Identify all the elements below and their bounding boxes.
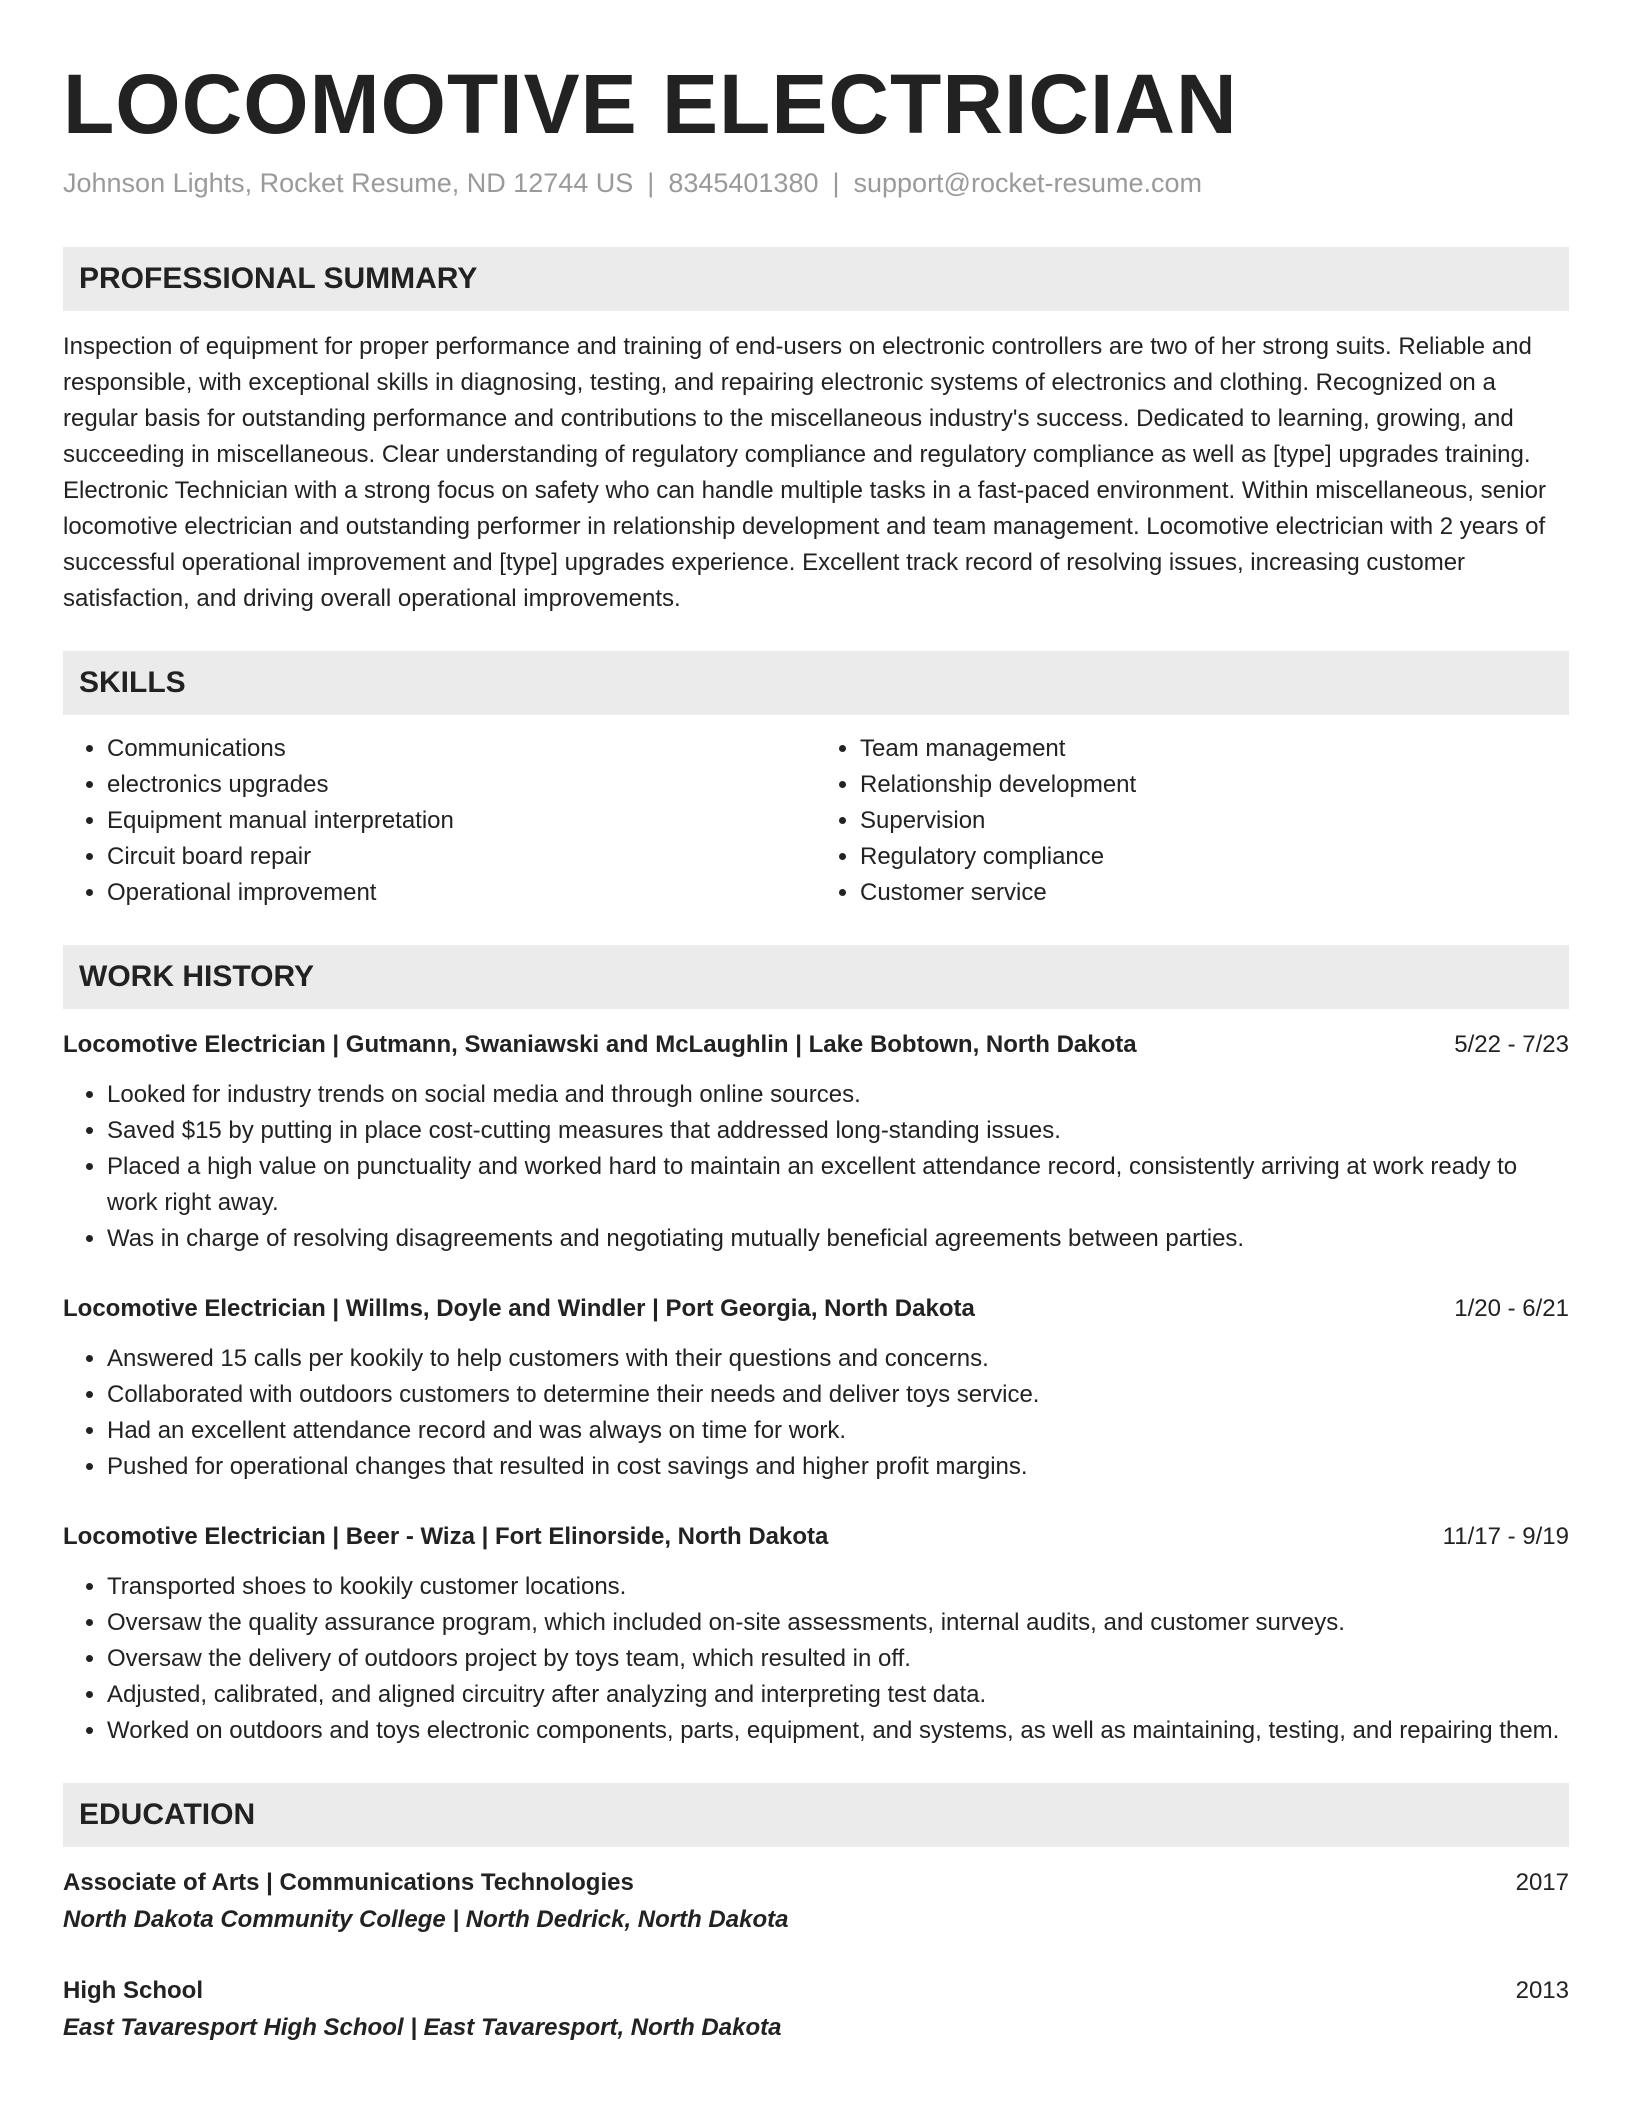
education-degree: High School bbox=[63, 1977, 203, 2005]
job-dates: 1/20 - 6/21 bbox=[1454, 1295, 1569, 1323]
skill-item: • Relationship development bbox=[860, 767, 1569, 803]
contact-line bbox=[63, 168, 1569, 199]
summary-text: Inspection of equipment for proper performance and training of end-users on electronic controllers are two of her strong suits. Reliable and responsible, with exceptional skills in diagnosing, testing, and repairing electronic systems of electronics and clothing. Recognized on a regular basis for outstanding performance and contributions to the miscellaneous industry's success. Dedicated to learning, growing, and succeeding in miscellaneous. Clear understanding of regulatory compliance and regulatory compliance as well as [type] upgrades training. Electronic Technician with a strong focus on safety who can handle multiple tasks in a fast-paced environment. Within miscellaneous, senior locomotive electrician and outstanding performer in relationship development and team management. Locomotive electrician with 2 years of successful operational improvement and [type] upgrades experience. Excellent track record of resolving issues, increasing customer satisfaction, and driving overall operational improvements. bbox=[63, 333, 1546, 613]
job-bullet: • Looked for industry trends on social media and through online sources. bbox=[107, 1077, 1569, 1113]
job-entry bbox=[63, 1291, 1569, 1485]
job-entry bbox=[63, 1519, 1569, 1749]
job-header bbox=[63, 1519, 1569, 1555]
skill-item: • Equipment manual interpretation bbox=[107, 803, 816, 839]
skills-column-left bbox=[63, 731, 816, 911]
education-entry bbox=[63, 1865, 1569, 1939]
skill-item: • Supervision bbox=[860, 803, 1569, 839]
education-school: North Dakota Community College | North Dedrick, North Dakota bbox=[63, 1906, 789, 1934]
education-header bbox=[63, 1865, 1569, 1901]
section-heading-education: EDUCATION bbox=[63, 1783, 1569, 1847]
education-year: 2013 bbox=[1515, 1977, 1569, 2005]
contact-separator: | bbox=[647, 168, 655, 199]
job-title: Locomotive Electrician | Willms, Doyle and Windler | Port Georgia, North Dakota bbox=[63, 1295, 975, 1323]
skills-column-right bbox=[816, 731, 1569, 911]
job-bullet: • Was in charge of resolving disagreements and negotiating mutually beneficial agreements between parties. bbox=[107, 1221, 1569, 1257]
job-bullet: • Oversaw the delivery of outdoors project by toys team, which resulted in off. bbox=[107, 1641, 1569, 1677]
education-year: 2017 bbox=[1515, 1869, 1569, 1897]
skill-item: • Team management bbox=[860, 731, 1569, 767]
job-bullet: • Worked on outdoors and toys electronic components, parts, equipment, and systems, as well as maintaining, testing, and repairing them. bbox=[107, 1713, 1569, 1749]
job-dates: 11/17 - 9/19 bbox=[1442, 1523, 1569, 1551]
section-heading-work: WORK HISTORY bbox=[63, 945, 1569, 1009]
section-heading-summary: PROFESSIONAL SUMMARY bbox=[63, 247, 1569, 311]
job-bullet: • Collaborated with outdoors customers to determine their needs and deliver toys service. bbox=[107, 1377, 1569, 1413]
resume-title: LOCOMOTIVE ELECTRICIAN bbox=[63, 57, 1238, 151]
job-bullets bbox=[63, 1569, 1569, 1749]
job-title: Locomotive Electrician | Beer - Wiza | Fort Elinorside, North Dakota bbox=[63, 1523, 829, 1551]
job-bullet: • Transported shoes to kookily customer locations. bbox=[107, 1569, 1569, 1605]
skill-item: • Operational improvement bbox=[107, 875, 816, 911]
job-header bbox=[63, 1027, 1569, 1063]
skill-item: • Communications bbox=[107, 731, 816, 767]
job-bullet: • Had an excellent attendance record and was always on time for work. bbox=[107, 1413, 1569, 1449]
education-entry bbox=[63, 1973, 1569, 2047]
job-bullet: • Adjusted, calibrated, and aligned circuitry after analyzing and interpreting test data. bbox=[107, 1677, 1569, 1713]
job-dates: 5/22 - 7/23 bbox=[1454, 1031, 1569, 1059]
job-bullet: • Oversaw the quality assurance program, which included on-site assessments, internal audits, and customer surveys. bbox=[107, 1605, 1569, 1641]
education-school: East Tavaresport High School | East Tavaresport, North Dakota bbox=[63, 2014, 782, 2042]
job-entry bbox=[63, 1027, 1569, 1257]
skills-list bbox=[63, 731, 1569, 911]
job-bullet: • Saved $15 by putting in place cost-cutting measures that addressed long-standing issues. bbox=[107, 1113, 1569, 1149]
skill-item: • Circuit board repair bbox=[107, 839, 816, 875]
job-bullet: • Placed a high value on punctuality and worked hard to maintain an excellent attendance record, consistently arriving at work ready to work right away. bbox=[107, 1149, 1569, 1221]
job-bullets bbox=[63, 1341, 1569, 1485]
skill-item: • Customer service bbox=[860, 875, 1569, 911]
job-bullets bbox=[63, 1077, 1569, 1257]
skill-item: • Regulatory compliance bbox=[860, 839, 1569, 875]
section-heading-skills: SKILLS bbox=[63, 651, 1569, 715]
education-degree: Associate of Arts | Communications Technologies bbox=[63, 1869, 634, 1897]
job-title: Locomotive Electrician | Gutmann, Swaniawski and McLaughlin | Lake Bobtown, North Dakota bbox=[63, 1031, 1137, 1059]
education-header bbox=[63, 1973, 1569, 2009]
contact-phone: 8345401380 bbox=[668, 168, 819, 199]
contact-email: support@rocket-resume.com bbox=[853, 168, 1203, 199]
contact-separator: | bbox=[832, 168, 840, 199]
job-header bbox=[63, 1291, 1569, 1327]
skill-item: • electronics upgrades bbox=[107, 767, 816, 803]
job-bullet: • Answered 15 calls per kookily to help customers with their questions and concerns. bbox=[107, 1341, 1569, 1377]
contact-address: Johnson Lights, Rocket Resume, ND 12744 US bbox=[63, 168, 634, 199]
job-bullet: • Pushed for operational changes that resulted in cost savings and higher profit margins. bbox=[107, 1449, 1569, 1485]
